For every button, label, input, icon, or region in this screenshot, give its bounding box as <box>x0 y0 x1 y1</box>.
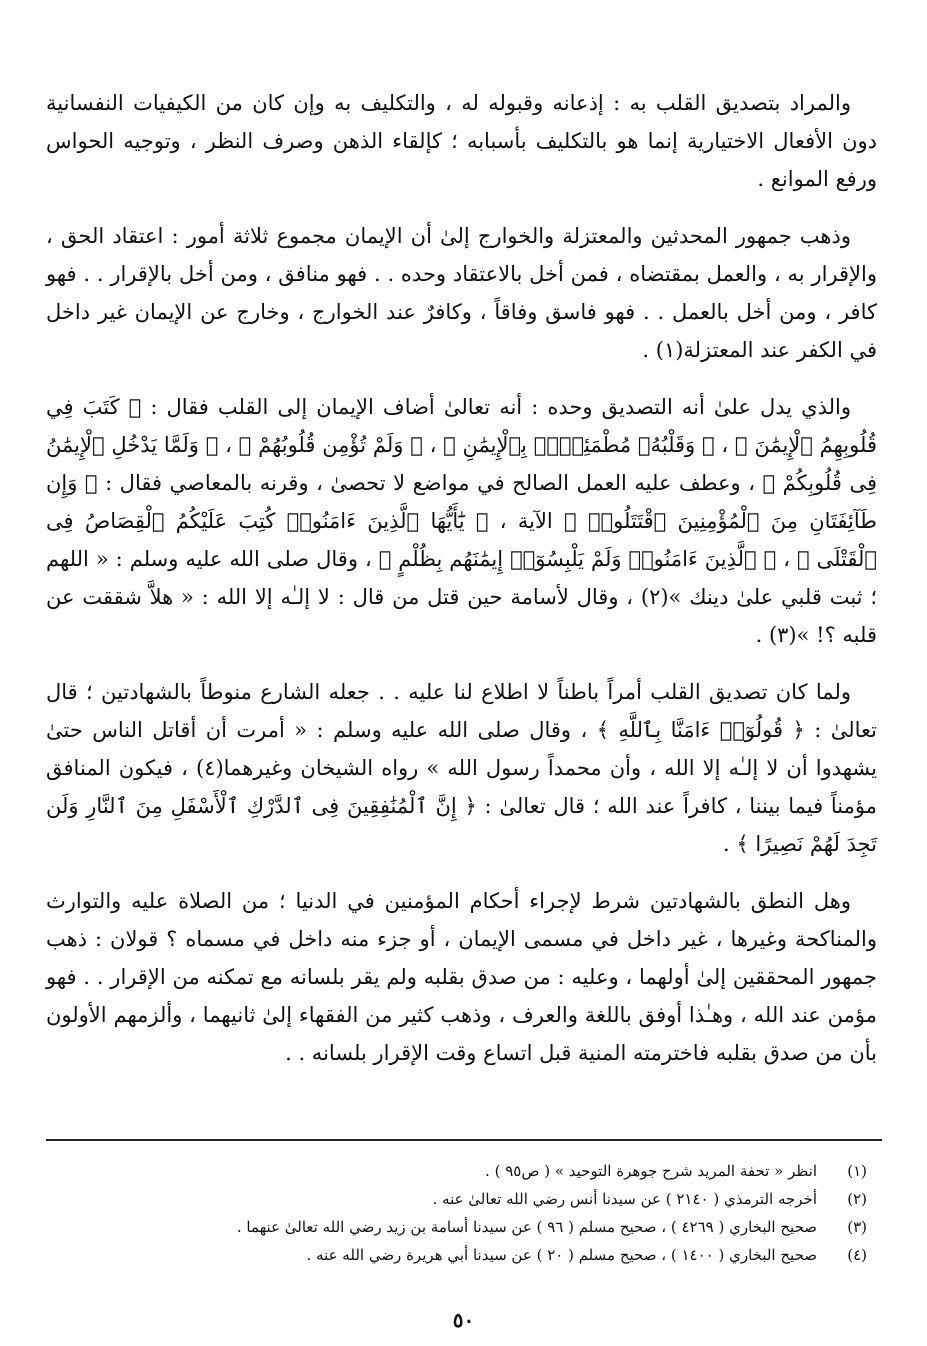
footnote-item <box>46 1185 867 1213</box>
footnote-number: (٣) <box>847 1218 867 1236</box>
footnote-item <box>46 1157 867 1185</box>
footnote-number: (٤) <box>847 1246 867 1264</box>
paragraph-1: والمراد بتصديق القلب به : إذعانه وقبوله له ، والتكليف به وإن كان من الكيفيات النفسانية دون الأفعال الاختيارية إنما هو بالتكليف بأسبابه ؛ كإلقاء الذهن وصرف النظر ، وتوجيه الحواس ورفع الموانع . <box>46 91 877 191</box>
page-number: ٥٠ <box>452 1308 475 1332</box>
footnote-text: صحيح البخاري ( ٤٢٦٩ ) ، صحيح مسلم ( ٩٦ ) عن سيدنا أسامة بن زيد رضي الله تعالىٰ عنهما . <box>236 1218 817 1236</box>
footnote-text: أخرجه الترمذي ( ٢١٤٠ ) عن سيدنا أنس رضي الله تعالىٰ عنه . <box>432 1190 817 1208</box>
paragraph-3: والذي يدل علىٰ أنه التصديق وحده : أنه تعالىٰ أضاف الإيمان إلى القلب فقال : ﴿ كَتَبَ فِي قُلُوبِهِمُ ٱلْإِيمَٰنَ ﴾ ، ﴿ وَقَلْبُهُۥ مُطْمَئِنٌّۢ بِٱلْإِيمَٰنِ ﴾ ، ﴿ وَلَمْ تُؤْمِن قُلُوبُهُمْ ﴾ ، ﴿ وَلَمَّا يَدْخُلِ ٱلْإِيمَٰنُ فِى قُلُوبِكُمْ ﴾ ، وعطف عليه العمل الصالح في مواضع لا تحصىٰ ، وقرنه بالمعاصي فقال : ﴿ وَإِن طَآئِفَتَانِ مِنَ ٱلْمُؤْمِنِينَ ٱقْتَتَلُوا۟ ﴾ الآية ، ﴿ يَٰٓأَيُّهَا ٱلَّذِينَ ءَامَنُوا۟ كُتِبَ عَلَيْكُمُ ٱلْقِصَاصُ فِى ٱلْقَتْلَى ﴾ ، ﴿ ٱلَّذِينَ ءَامَنُوا۟ وَلَمْ يَلْبِسُوٓا۟ إِيمَٰنَهُم بِظُلْمٍ ﴾ ، وقال صلى الله عليه وسلم : « اللهم ؛ ثبت قلبي علىٰ دينك »(٢) ، وقال لأسامة حين قتل من قال : لا إلـٰه إلا الله : « هلاَّ شققت عن قلبه ؟! »(٣) . <box>46 395 877 647</box>
paragraph-4: ولما كان تصديق القلب أمراً باطناً لا اطلاع لنا عليه . . جعله الشارع منوطاً بالشهادتين ؛ قال تعالىٰ : ﴿ قُولُوٓا۟ ءَامَنَّا بِٱللَّهِ ﴾ ، وقال صلى الله عليه وسلم : « أمرت أن أقاتل الناس حتىٰ يشهدوا أن لا إلـٰه إلا الله ، وأن محمداً رسول الله » رواه الشيخان وغيرهما(٤) ، فيكون المنافق مؤمناً فيما بيننا ، كافراً عند الله ؛ قال تعالىٰ : ﴿ إِنَّ ٱلْمُنَٰفِقِينَ فِى ٱلدَّرْكِ ٱلْأَسْفَلِ مِنَ ٱلنَّارِ وَلَن تَجِدَ لَهُمْ نَصِيرًا ﴾ . <box>46 680 878 856</box>
footnote-divider <box>46 1139 882 1141</box>
footnote-number: (٢) <box>847 1190 867 1208</box>
main-text <box>46 84 877 1091</box>
footnote-number: (١) <box>847 1162 867 1180</box>
paragraph-2: وذهب جمهور المحدثين والمعتزلة والخوارج إلىٰ أن الإيمان مجموع ثلاثة أمور : اعتقاد الحق ، والإقرار به ، والعمل بمقتضاه ، فمن أخل بالاعتقاد وحده . . فهو منافق ، ومن أخل بالإقرار . . فهو كافر ، ومن أخل بالعمل . . فهو فاسق وفاقاً ، وكافرٌ عند الخوارج ، وخارج عن الإيمان غير داخل في الكفر عند المعتزلة(١) . <box>46 224 877 362</box>
paragraph-5: وهل النطق بالشهادتين شرط لإجراء أحكام المؤمنين في الدنيا ؛ من الصلاة عليه والتوارث والمناكحة وغيرها ، غير داخل في مسمى الإيمان ، أو جزء منه داخل في مسماه ؟ قولان : ذهب جمهور المحققين إلىٰ أولهما ، وعليه : من صدق بقلبه ولم يقر بلسانه مع تمكنه من الإقرار . . فهو مؤمن عند الله ، وهـٰذا أوفق باللغة والعرف ، وذهب كثير من الفقهاء إلىٰ ثانيهما ، وألزمهم الأولون بأن من صدق بقلبه فاخترمته المنية قبل اتساع وقت الإقرار بلسانه . . <box>46 889 877 1065</box>
footnote-text: صحيح البخاري ( ١٤٠٠ ) ، صحيح مسلم ( ٢٠ ) عن سيدنا أبي هريرة رضي الله عنه . <box>306 1246 817 1264</box>
footnote-item <box>46 1241 867 1269</box>
footnotes <box>46 1157 867 1269</box>
footnote-item <box>46 1213 867 1241</box>
footnote-text: انظر « تحفة المريد شرح جوهرة التوحيد » ( ص٩٥ ) . <box>485 1162 817 1180</box>
